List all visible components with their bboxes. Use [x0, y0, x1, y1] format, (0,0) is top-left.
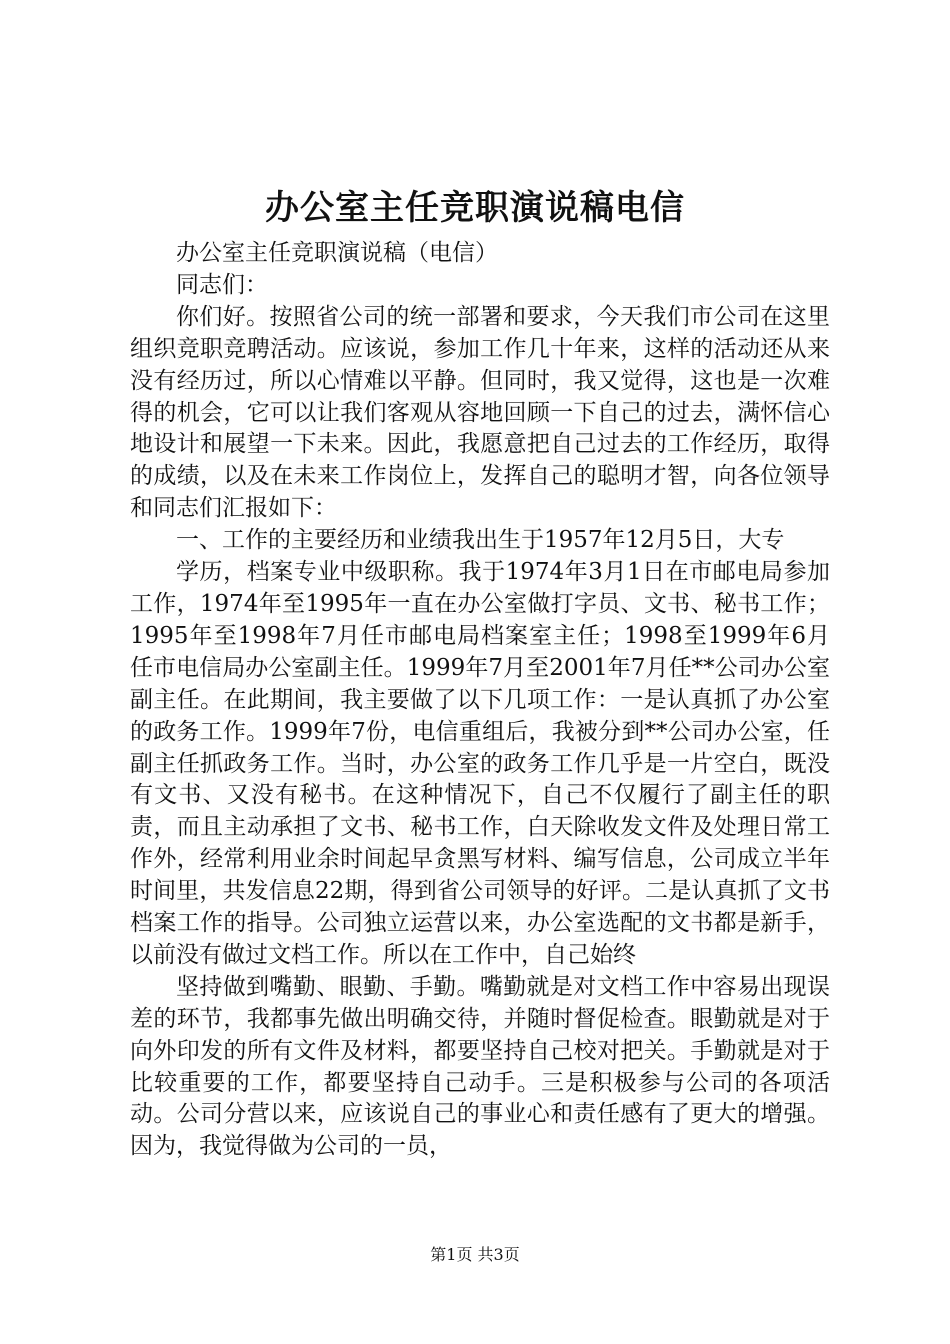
page-number-total: 共3页: [477, 1245, 520, 1264]
document-title: 办公室主任竞职演说稿电信: [265, 188, 685, 228]
paragraph-subtitle: 办公室主任竞职演说稿（电信）: [176, 240, 498, 266]
page-footer: [0, 1244, 950, 1266]
paragraph-intro: 你们好。按照省公司的统一部署和要求，今天我们市公司在这里组织竞职竞聘活动。应该说，参加工作几十年来，这样的活动还从来没有经历过，所以心情难以平静。但同时，我又觉得，这也是一次难得的机会，它可以让我们客观从容地回顾一下自己的过去，满怀信心地设计和展望一下未来。因此，我愿意把自己过去的工作经历，取得的成绩，以及在未来工作岗位上，发挥自己的聪明才智，向各位领导和同志们汇报如下：: [130, 303, 830, 522]
paragraph-experience: 学历，档案专业中级职称。我于1974年3月1日在市邮电局参加工作，1974年至1995年一直在办公室做打字员、文书、秘书工作；1995年至1998年7月任市邮电局档案室主任；1998至1999年6月任市电信局办公室副主任。1999年7月至2001年7月任**公司办公室副主任。在此期间，我主要做了以下几项工作：一是认真抓了办公室的政务工作。1999年7份，电信重组后，我被分到**公司办公室，任副主任抓政务工作。当时，办公室的政务工作几乎是一片空白，既没有文书、又没有秘书。在这种情况下，自己不仅履行了副主任的职责，而且主动承担了文书、秘书工作，白天除收发文件及处理日常工作外，经常利用业余时间起早贪黑写材料、编写信息，公司成立半年时间里，共发信息22期，得到省公司领导的好评。二是认真抓了文书档案工作的指导。公司独立运营以来，办公室选配的文书都是新手，以前没有做过文档工作。所以在工作中，自己始终: [130, 559, 830, 968]
paragraph-salutation: 同志们：: [176, 271, 268, 298]
page-number-current: 第1页: [430, 1245, 473, 1264]
paragraph-section-heading: 一、工作的主要经历和业绩我出生于1957年12月5日，大专: [176, 527, 785, 554]
paragraph-diligence: 坚持做到嘴勤、眼勤、手勤。嘴勤就是对文档工作中容易出现误差的环节，我都事先做出明确交待，并随时督促检查。眼勤就是对于向外印发的所有文件及材料，都要坚持自己校对把关。手勤就是对于比较重要的工作，都要坚持自己动手。三是积极参与公司的各项活动。公司分营以来，应该说自己的事业心和责任感有了更大的增强。因为，我觉得做为公司的一员，: [130, 973, 830, 1160]
document-body: [130, 238, 830, 1163]
